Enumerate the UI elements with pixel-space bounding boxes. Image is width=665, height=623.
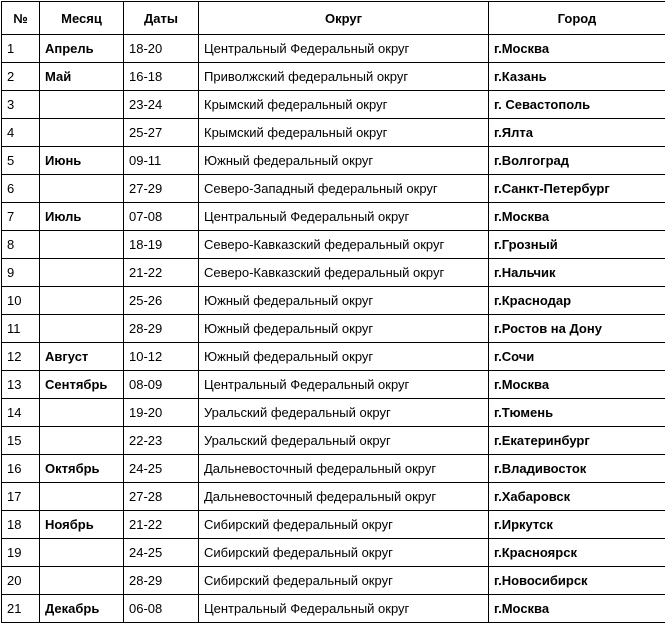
cell-month: Декабрь	[40, 595, 124, 623]
cell-district: Северо-Кавказский федеральный округ	[199, 231, 489, 259]
cell-month: Июнь	[40, 147, 124, 175]
header-num: №	[2, 2, 40, 35]
cell-city: г.Нальчик	[489, 259, 665, 287]
header-dates: Даты	[124, 2, 199, 35]
cell-num: 4	[2, 119, 40, 147]
cell-month	[40, 567, 124, 595]
cell-dates: 18-19	[124, 231, 199, 259]
table-row	[2, 567, 665, 595]
cell-city: г.Ялта	[489, 119, 665, 147]
cell-num: 21	[2, 595, 40, 623]
cell-month: Май	[40, 63, 124, 91]
cell-num: 16	[2, 455, 40, 483]
cell-city: г.Грозный	[489, 231, 665, 259]
cell-dates: 21-22	[124, 259, 199, 287]
cell-num: 1	[2, 35, 40, 63]
table-row	[2, 511, 665, 539]
cell-num: 18	[2, 511, 40, 539]
table-row	[2, 203, 665, 231]
cell-dates: 08-09	[124, 371, 199, 399]
cell-district: Уральский федеральный округ	[199, 427, 489, 455]
cell-dates: 16-18	[124, 63, 199, 91]
header-row	[2, 2, 665, 35]
cell-city: г.Казань	[489, 63, 665, 91]
table-row	[2, 315, 665, 343]
cell-dates: 27-28	[124, 483, 199, 511]
cell-city: г.Москва	[489, 35, 665, 63]
table-row	[2, 147, 665, 175]
header-district: Округ	[199, 2, 489, 35]
cell-dates: 28-29	[124, 315, 199, 343]
cell-num: 12	[2, 343, 40, 371]
cell-num: 5	[2, 147, 40, 175]
cell-num: 17	[2, 483, 40, 511]
table-row	[2, 595, 665, 623]
table-row	[2, 343, 665, 371]
cell-city: г.Сочи	[489, 343, 665, 371]
cell-district: Южный федеральный округ	[199, 343, 489, 371]
cell-month	[40, 539, 124, 567]
header-city: Город	[489, 2, 665, 35]
cell-district: Центральный Федеральный округ	[199, 595, 489, 623]
cell-month: Сентябрь	[40, 371, 124, 399]
cell-month: Август	[40, 343, 124, 371]
cell-month	[40, 259, 124, 287]
cell-city: г.Владивосток	[489, 455, 665, 483]
cell-dates: 23-24	[124, 91, 199, 119]
cell-num: 6	[2, 175, 40, 203]
cell-city: г. Севастополь	[489, 91, 665, 119]
cell-month	[40, 483, 124, 511]
cell-city: г.Санкт-Петербург	[489, 175, 665, 203]
schedule-table	[1, 1, 665, 623]
cell-month: Октябрь	[40, 455, 124, 483]
cell-num: 8	[2, 231, 40, 259]
cell-district: Южный федеральный округ	[199, 147, 489, 175]
cell-month	[40, 399, 124, 427]
cell-num: 13	[2, 371, 40, 399]
cell-num: 14	[2, 399, 40, 427]
cell-city: г.Екатеринбург	[489, 427, 665, 455]
cell-month	[40, 91, 124, 119]
cell-month	[40, 231, 124, 259]
cell-dates: 07-08	[124, 203, 199, 231]
cell-district: Сибирский федеральный округ	[199, 567, 489, 595]
table-row	[2, 175, 665, 203]
table-row	[2, 539, 665, 567]
cell-city: г.Волгоград	[489, 147, 665, 175]
cell-city: г.Иркутск	[489, 511, 665, 539]
cell-dates: 24-25	[124, 539, 199, 567]
cell-dates: 19-20	[124, 399, 199, 427]
cell-city: г.Тюмень	[489, 399, 665, 427]
cell-city: г.Москва	[489, 203, 665, 231]
cell-month	[40, 315, 124, 343]
cell-num: 3	[2, 91, 40, 119]
cell-district: Сибирский федеральный округ	[199, 511, 489, 539]
table-row	[2, 91, 665, 119]
cell-city: г.Москва	[489, 595, 665, 623]
cell-dates: 10-12	[124, 343, 199, 371]
cell-month	[40, 119, 124, 147]
cell-city: г.Ростов на Дону	[489, 315, 665, 343]
cell-month	[40, 427, 124, 455]
cell-city: г.Краснодар	[489, 287, 665, 315]
cell-dates: 09-11	[124, 147, 199, 175]
header-month: Месяц	[40, 2, 124, 35]
cell-district: Северо-Кавказский федеральный округ	[199, 259, 489, 287]
cell-district: Крымский федеральный округ	[199, 91, 489, 119]
cell-dates: 18-20	[124, 35, 199, 63]
cell-num: 19	[2, 539, 40, 567]
cell-num: 9	[2, 259, 40, 287]
cell-month: Ноябрь	[40, 511, 124, 539]
table-row	[2, 399, 665, 427]
cell-city: г.Москва	[489, 371, 665, 399]
cell-district: Южный федеральный округ	[199, 287, 489, 315]
cell-district: Северо-Западный федеральный округ	[199, 175, 489, 203]
cell-district: Дальневосточный федеральный округ	[199, 455, 489, 483]
cell-dates: 25-27	[124, 119, 199, 147]
table-row	[2, 231, 665, 259]
cell-dates: 25-26	[124, 287, 199, 315]
table-row	[2, 483, 665, 511]
cell-num: 2	[2, 63, 40, 91]
cell-district: Приволжский федеральный округ	[199, 63, 489, 91]
table-row	[2, 35, 665, 63]
cell-city: г.Красноярск	[489, 539, 665, 567]
cell-district: Центральный Федеральный округ	[199, 35, 489, 63]
table-row	[2, 371, 665, 399]
cell-dates: 22-23	[124, 427, 199, 455]
cell-district: Уральский федеральный округ	[199, 399, 489, 427]
cell-district: Сибирский федеральный округ	[199, 539, 489, 567]
cell-dates: 24-25	[124, 455, 199, 483]
table-row	[2, 455, 665, 483]
cell-dates: 06-08	[124, 595, 199, 623]
cell-month: Апрель	[40, 35, 124, 63]
cell-num: 7	[2, 203, 40, 231]
cell-dates: 27-29	[124, 175, 199, 203]
cell-district: Крымский федеральный округ	[199, 119, 489, 147]
cell-city: г.Хабаровск	[489, 483, 665, 511]
cell-city: г.Новосибирск	[489, 567, 665, 595]
cell-month: Июль	[40, 203, 124, 231]
cell-num: 15	[2, 427, 40, 455]
cell-month	[40, 287, 124, 315]
table-row	[2, 287, 665, 315]
cell-num: 11	[2, 315, 40, 343]
cell-dates: 28-29	[124, 567, 199, 595]
table-row	[2, 427, 665, 455]
cell-district: Южный федеральный округ	[199, 315, 489, 343]
table-row	[2, 119, 665, 147]
cell-num: 10	[2, 287, 40, 315]
cell-district: Центральный Федеральный округ	[199, 203, 489, 231]
table-row	[2, 63, 665, 91]
cell-num: 20	[2, 567, 40, 595]
table-row	[2, 259, 665, 287]
cell-dates: 21-22	[124, 511, 199, 539]
cell-district: Центральный Федеральный округ	[199, 371, 489, 399]
cell-month	[40, 175, 124, 203]
table-body	[2, 35, 665, 623]
cell-district: Дальневосточный федеральный округ	[199, 483, 489, 511]
